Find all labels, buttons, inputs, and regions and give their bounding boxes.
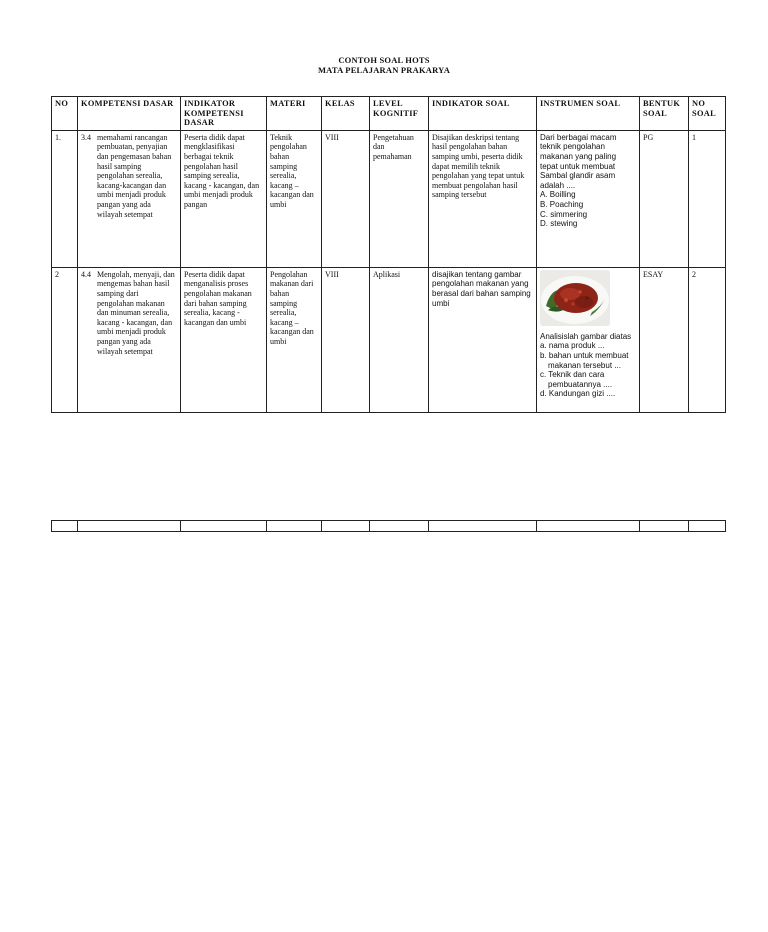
header-indikator-kd: INDIKATOR KOMPETENSI DASAR (181, 97, 267, 131)
empty-cell (537, 521, 640, 532)
answer-option: B. Poaching (540, 199, 584, 209)
header-materi: MATERI (267, 97, 322, 131)
title-line-1: CONTOH SOAL HOTS (338, 55, 430, 65)
empty-cell (322, 521, 370, 532)
question-stem: Analisislah gambar diatas (540, 331, 632, 341)
bentuk-soal-cell: PG (640, 130, 689, 267)
empty-cell (429, 521, 537, 532)
empty-cell (52, 521, 78, 532)
empty-cell (689, 521, 726, 532)
answer-option: D. stewing (540, 219, 578, 229)
row-number: 2 (52, 267, 78, 412)
bentuk-soal-cell: ESAY (640, 267, 689, 412)
kelas-cell: VIII (322, 130, 370, 267)
header-kompetensi-dasar: KOMPETENSI DASAR (78, 97, 181, 131)
empty-cell (78, 521, 181, 532)
answer-option: C. simmering (540, 209, 588, 219)
level-kognitif-cell: Aplikasi (370, 267, 429, 412)
table-row (52, 267, 726, 412)
answer-item-continued: makanan tersebut ... (548, 360, 621, 370)
answer-item-continued: pembuatannya .... (548, 379, 613, 389)
header-bentuk-soal: BENTUK SOAL (640, 97, 689, 131)
table-row (52, 521, 726, 532)
answer-item: c. Teknik dan cara (540, 370, 605, 380)
level-kognitif-cell: Pengetahuan dan pemahaman (370, 130, 429, 267)
header-row (52, 97, 726, 131)
instrumen-soal-cell (537, 130, 640, 267)
kompetensi-dasar-cell (78, 130, 181, 267)
empty-cell (181, 521, 267, 532)
indikator-kd-cell: Peserta didik dapat menganalisis proses pengolahan makanan dari bahan samping serealia, kacang - kacangan dan umbi (181, 267, 267, 412)
empty-cell (267, 521, 322, 532)
kompetensi-dasar-cell (78, 267, 181, 412)
title-line-2: MATA PELAJARAN PRAKARYA (317, 65, 451, 75)
table-row (52, 130, 726, 267)
answer-item: b. bahan untuk membuat (540, 350, 629, 360)
document-title (0, 55, 768, 75)
header-level-kognitif: LEVEL KOGNITIF (370, 97, 429, 131)
kd-text: memahami rancangan pembuatan, penyajian dan pengemasan bahan hasil samping pengolahan serealia, kacang-kacangan dan umbi menjadi produk pangan yang ada wilayah setempat (97, 132, 172, 219)
materi-cell: Pengolahan makanan dari bahan samping serealia, kacang – kacangan dan umbi (267, 267, 322, 412)
answer-item: a. nama produk ... (540, 341, 605, 351)
header-no: NO (52, 97, 78, 131)
indikator-kd-cell: Peserta didik dapat mengklasifikasi berbagai teknik pengolahan hasil samping serealia, kacang - kacangan, dan umbi menjadi produk pangan (181, 130, 267, 267)
kelas-cell: VIII (322, 267, 370, 412)
answer-option: A. Boilling (540, 190, 576, 200)
kd-text: Mengolah, menyaji, dan mengemas bahan hasil samping dari pengolahan makanan dan minuman serealia, kacang - kacangan, dan umbi menjadi produk pangan yang ada wilayah setempat (97, 269, 175, 356)
indikator-soal-cell: Disajikan deskripsi tentang hasil pengolahan bahan samping umbi, peserta didik dapat memilih teknik pengolahan yang tepat untuk membuat pengolahan hasil samping tersebut (429, 130, 537, 267)
materi-cell: Teknik pengolahan bahan samping serealia, kacang – kacangan dan umbi (267, 130, 322, 267)
no-soal-cell: 1 (689, 130, 726, 267)
food-photo (540, 270, 610, 326)
header-instrumen-soal: INSTRUMEN SOAL (537, 97, 640, 131)
row-number: 1. (52, 130, 78, 267)
instrumen-soal-cell (537, 267, 640, 412)
no-soal-cell: 2 (689, 267, 726, 412)
header-indikator-soal: INDIKATOR SOAL (429, 97, 537, 131)
header-no-soal: NO SOAL (689, 97, 726, 131)
sambal-dish-image (540, 270, 610, 326)
answer-item: d. Kandungan gizi .... (540, 389, 616, 399)
kd-number: 3.4 (81, 132, 91, 142)
kd-number: 4.4 (81, 269, 91, 279)
question-stem: Dari berbagai macam teknik pengolahan makanan yang paling tepat untuk membuat Sambal glandir asam adalah .... (540, 132, 617, 190)
header-kelas: KELAS (322, 97, 370, 131)
empty-cell (370, 521, 429, 532)
hots-question-table (51, 96, 726, 413)
empty-cell (640, 521, 689, 532)
empty-table-row (51, 520, 726, 532)
indikator-soal-cell: disajikan tentang gambar pengolahan makanan yang berasal dari bahan samping umbi (429, 267, 537, 412)
